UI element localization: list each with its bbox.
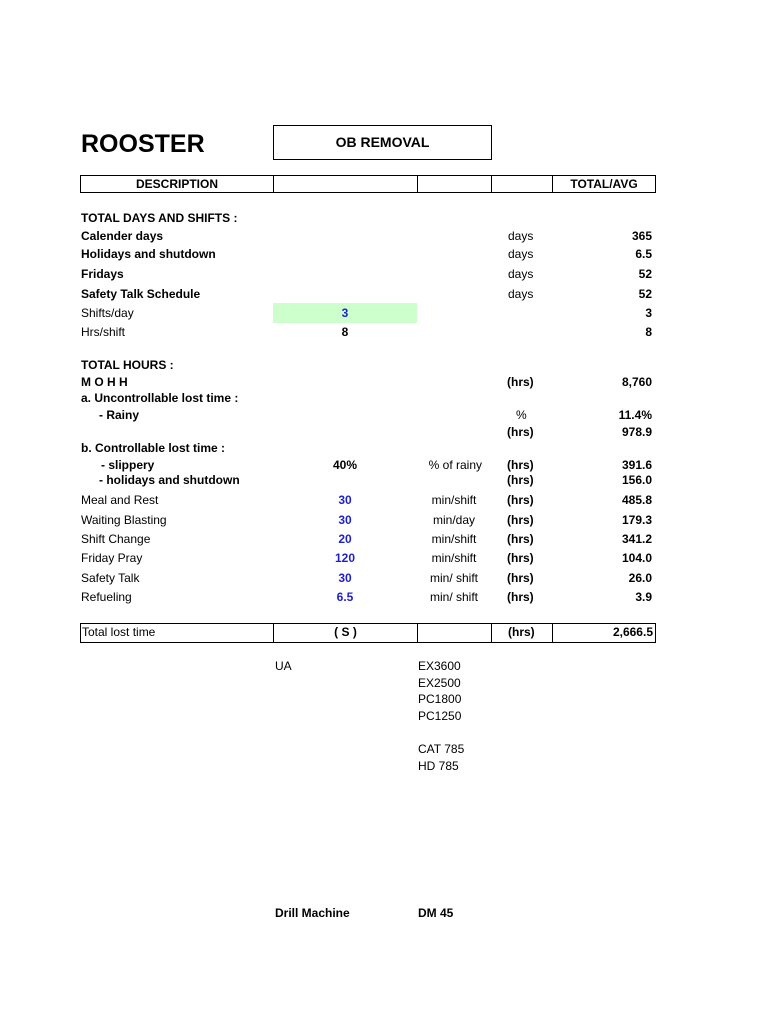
row-label: Shifts/day <box>81 306 134 320</box>
row-unit: (hrs) <box>507 590 534 604</box>
safety-talk-input[interactable]: 30 <box>338 571 352 585</box>
header-cell-3 <box>418 176 492 192</box>
equipment-item: PC1800 <box>418 692 462 706</box>
mohh-unit: (hrs) <box>507 375 534 389</box>
row-total: 485.8 <box>621 493 652 507</box>
controllable-heading: b. Controllable lost time : <box>81 441 226 455</box>
hours-heading: TOTAL HOURS : <box>81 358 174 372</box>
row-label: Safety Talk Schedule <box>81 287 201 301</box>
uncontrollable-heading: a. Uncontrollable lost time : <box>81 391 239 405</box>
row-label: Fridays <box>81 267 124 281</box>
shifts-per-day-input[interactable]: 3 <box>341 306 349 320</box>
slippery-label: - slippery <box>101 458 155 472</box>
slippery-basis: % of rainy <box>428 458 482 472</box>
slippery-total: 391.6 <box>621 458 652 472</box>
row-total: 26.0 <box>628 571 652 585</box>
mohh-total: 8,760 <box>621 375 652 389</box>
row-unit: (hrs) <box>507 513 534 527</box>
row-unit: days <box>508 267 534 281</box>
header-total: TOTAL/AVG <box>570 177 638 191</box>
mohh-label: M O H H <box>81 375 128 389</box>
equipment-item: EX3600 <box>418 659 461 673</box>
friday-pray-input[interactable]: 120 <box>334 551 356 565</box>
drill-label: Drill Machine <box>275 906 350 920</box>
row-total: 52 <box>638 287 652 301</box>
total-lost-mid: ( S ) <box>334 625 357 639</box>
row-unit: (hrs) <box>507 493 534 507</box>
page-title: ROOSTER <box>81 130 205 158</box>
row-total: 3 <box>645 306 652 320</box>
row-basis: min/day <box>432 513 476 527</box>
days-heading: TOTAL DAYS AND SHIFTS : <box>81 211 238 225</box>
row-total: 6.5 <box>635 247 652 261</box>
hrs-per-shift-value: 8 <box>341 325 349 339</box>
row-unit: (hrs) <box>507 571 534 585</box>
equipment-item: HD 785 <box>418 759 459 773</box>
row-total: 52 <box>638 267 652 281</box>
row-basis: min/shift <box>431 532 477 546</box>
ua-label: UA <box>275 659 292 673</box>
equipment-item: EX2500 <box>418 676 461 690</box>
row-total: 104.0 <box>621 551 652 565</box>
meal-rest-input[interactable]: 30 <box>338 493 352 507</box>
equipment-item: PC1250 <box>418 709 462 723</box>
rainy-pct: 11.4% <box>618 408 652 422</box>
row-unit: (hrs) <box>507 551 534 565</box>
header-description: DESCRIPTION <box>135 177 218 191</box>
row-label: Meal and Rest <box>81 493 159 507</box>
row-total: 365 <box>631 229 652 243</box>
row-unit: days <box>508 287 534 301</box>
row-label: Shift Change <box>81 532 151 546</box>
header-cell-2 <box>274 176 418 192</box>
row-unit: (hrs) <box>507 532 534 546</box>
row-label: Holidays and shutdown <box>81 247 216 261</box>
waiting-blasting-input[interactable]: 30 <box>338 513 352 527</box>
slippery-input: 40% <box>332 458 358 472</box>
row-total: 3.9 <box>635 590 652 604</box>
rainy-unit-hrs: (hrs) <box>507 425 534 439</box>
row-total: 179.3 <box>621 513 652 527</box>
table-header <box>80 175 656 193</box>
row-total: 341.2 <box>621 532 652 546</box>
row-basis: min/shift <box>431 551 477 565</box>
row-basis: min/ shift <box>429 571 478 585</box>
rainy-unit-pct: % <box>516 408 527 422</box>
holidays-total: 156.0 <box>621 473 652 487</box>
slippery-unit: (hrs) <box>507 458 534 472</box>
row-unit: days <box>508 229 534 243</box>
row-label: Waiting Blasting <box>81 513 167 527</box>
row-basis: min/ shift <box>429 590 478 604</box>
row-unit: days <box>508 247 534 261</box>
drill-model: DM 45 <box>418 906 454 920</box>
refueling-input[interactable]: 6.5 <box>336 590 354 604</box>
row-total: 8 <box>645 325 652 339</box>
total-cell-3 <box>418 624 492 642</box>
total-lost-row <box>80 623 656 643</box>
row-label: Hrs/shift <box>81 325 126 339</box>
total-lost-label: Total lost time <box>82 625 156 639</box>
holidays-label: - holidays and shutdown <box>99 473 240 487</box>
shift-change-input[interactable]: 20 <box>338 532 352 546</box>
rainy-label: - Rainy <box>99 408 140 422</box>
rainy-hrs: 978.9 <box>621 425 652 439</box>
equipment-item: CAT 785 <box>418 742 465 756</box>
total-lost-unit: (hrs) <box>508 625 535 639</box>
total-lost-value: 2,666.5 <box>612 625 653 639</box>
row-basis: min/shift <box>431 493 477 507</box>
header-cell-4 <box>492 176 553 192</box>
row-label: Refueling <box>81 590 132 604</box>
holidays-unit: (hrs) <box>507 473 534 487</box>
row-label: Friday Pray <box>81 551 143 565</box>
row-label: Calender days <box>81 229 164 243</box>
row-label: Safety Talk <box>81 571 140 585</box>
ob-removal-box: OB REMOVAL <box>273 125 492 160</box>
